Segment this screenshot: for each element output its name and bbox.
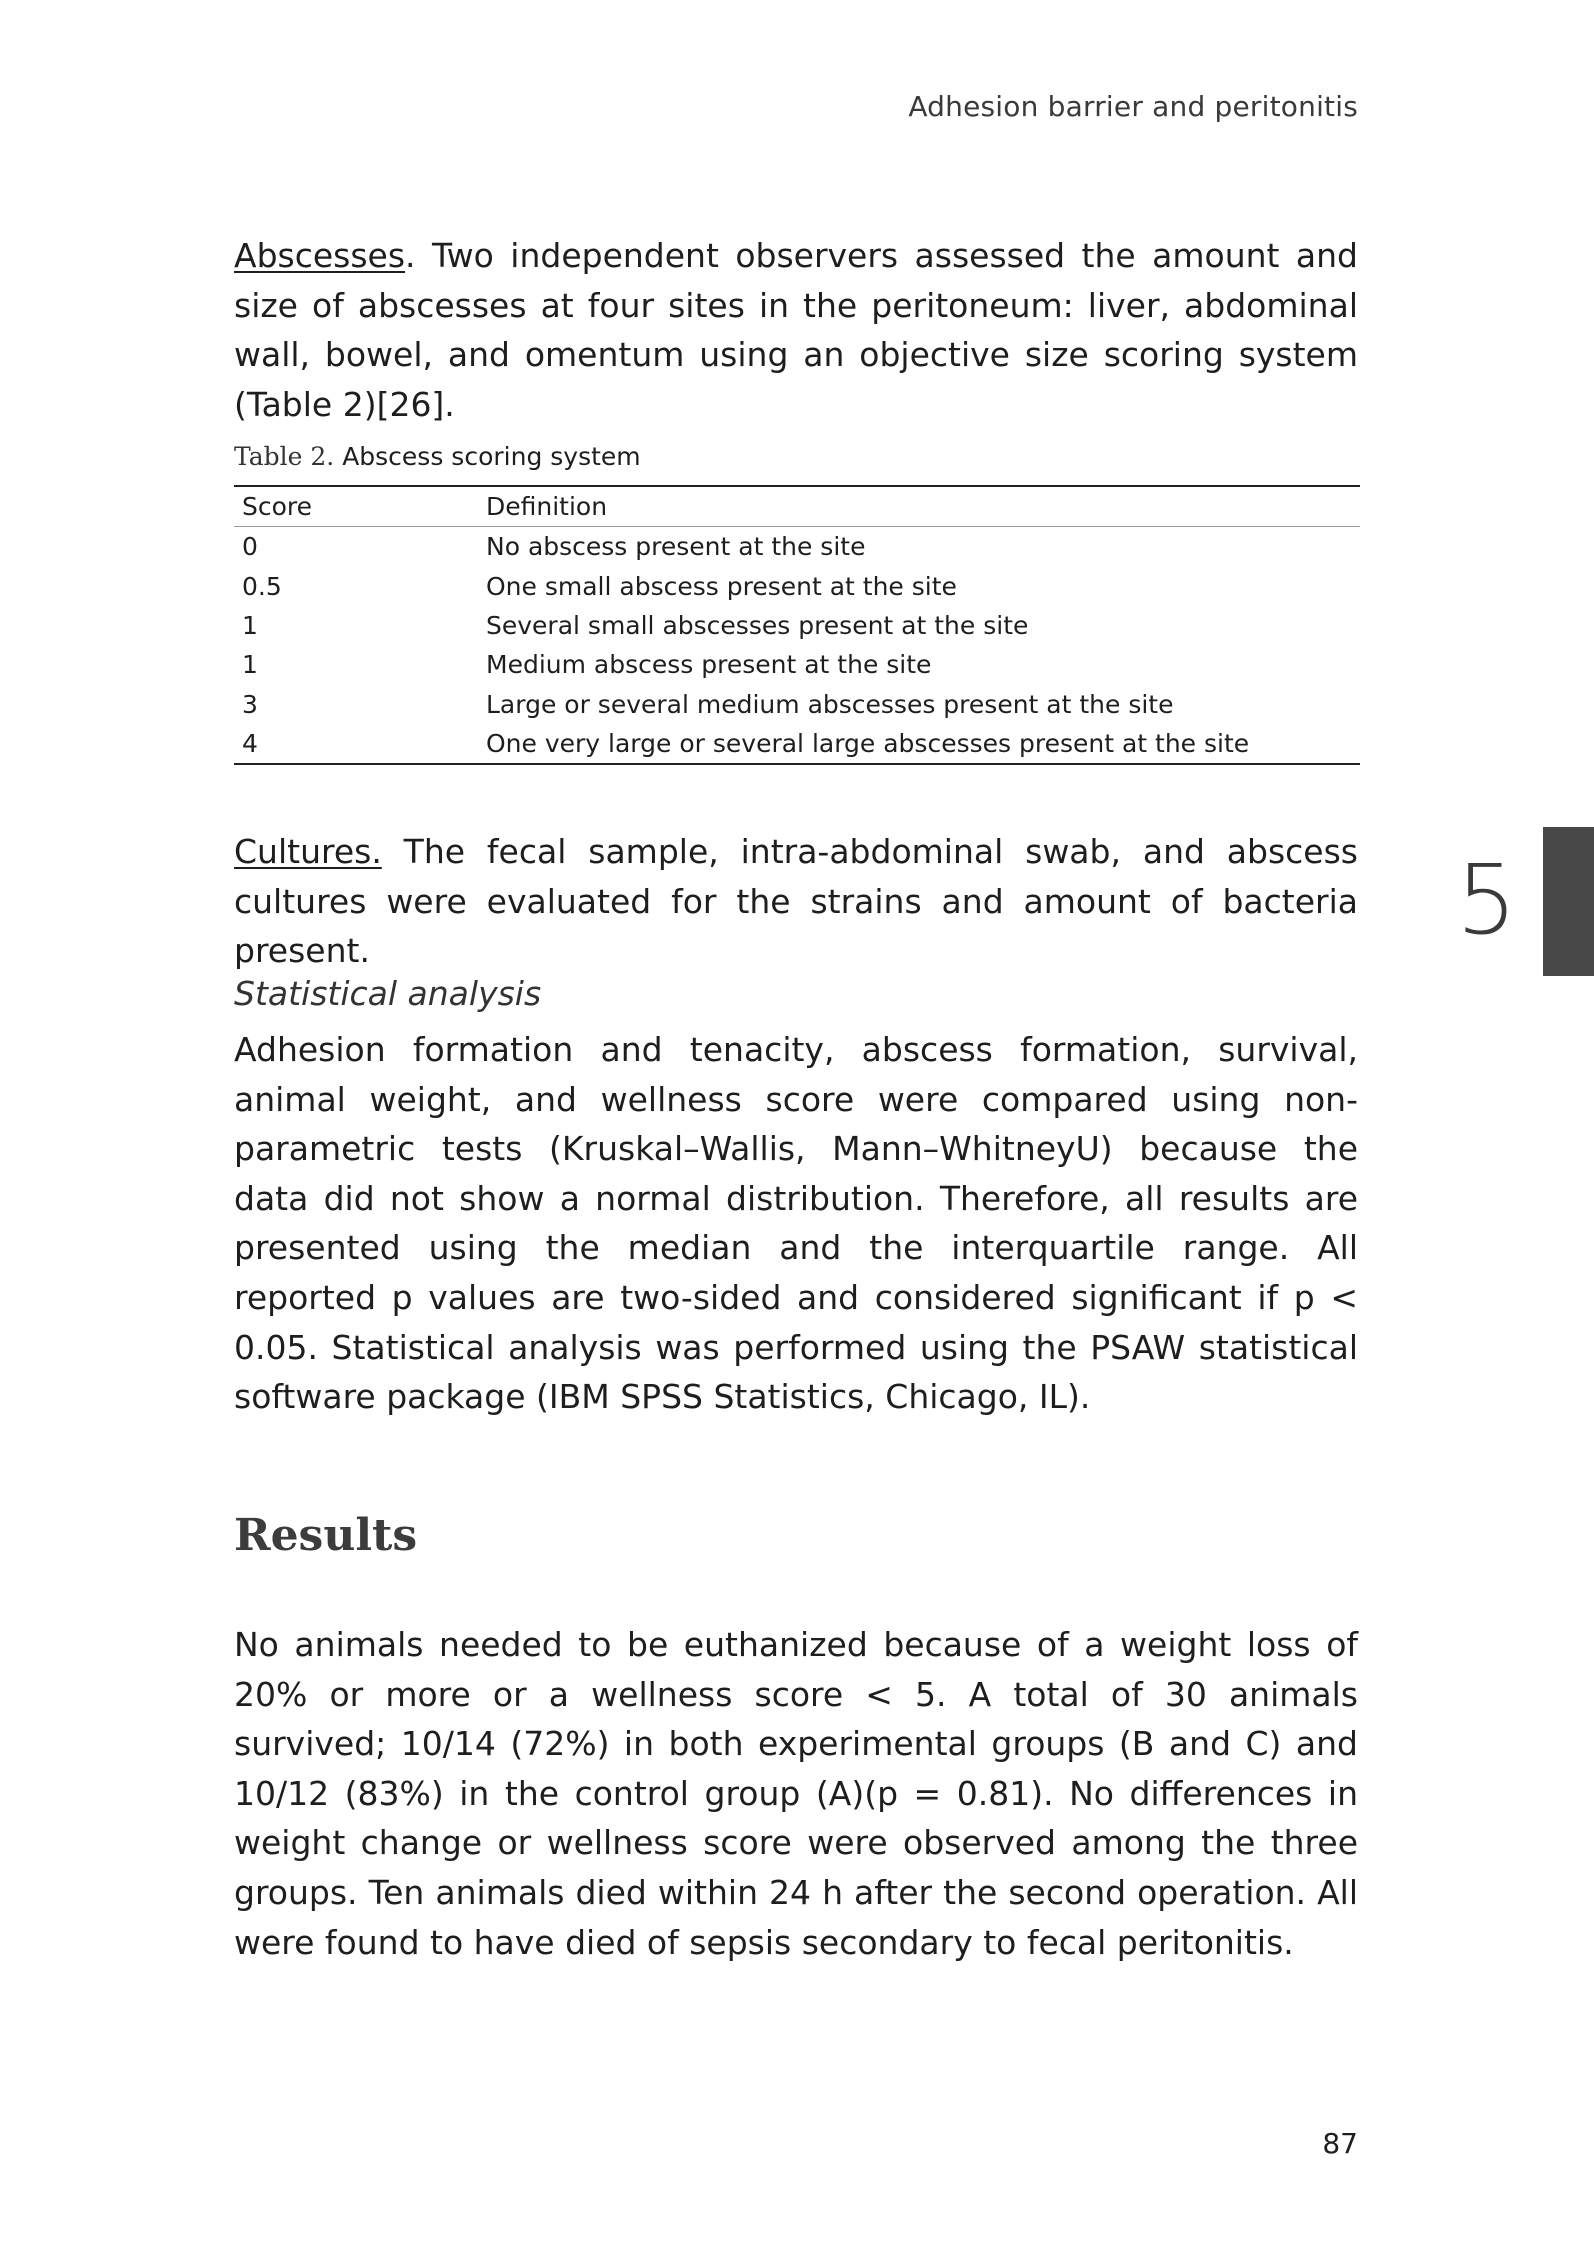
definition-cell: Medium abscess present at the site bbox=[486, 650, 932, 680]
table-row bbox=[234, 724, 1360, 764]
table-row bbox=[234, 527, 1360, 567]
chapter-thumb-tab bbox=[1543, 827, 1594, 976]
abscess-scoring-table bbox=[234, 485, 1360, 765]
table-header-row bbox=[234, 486, 1360, 527]
score-cell: 1 bbox=[242, 610, 258, 640]
statistical-analysis-paragraph: Adhesion formation and tenacity, abscess formation, survival, animal weight, and wellness score were compared using non-parametric tests (Kruskal–Wallis, Mann–WhitneyU) because the data did not show a normal distribution. Therefore, all results are presented using the median and the interquartile range. All reported p values are two-sided and considered significant if p < 0.05. Statistical analysis was performed using the PSAW statistical software package (IBM SPSS Statistics, Chicago, IL). bbox=[234, 1030, 1358, 1417]
table-row bbox=[234, 566, 1360, 605]
score-cell: 0 bbox=[242, 532, 258, 562]
definition-cell: Large or several medium abscesses present at the site bbox=[486, 689, 1174, 719]
table-row bbox=[234, 645, 1360, 684]
results-heading: Results bbox=[234, 1510, 418, 1561]
results-paragraph: No animals needed to be euthanized because of a weight loss of 20% or more or a wellness score < 5. A total of 30 animals survived; 10/14 (72%) in both experimental groups (B and C) and 10/12 (83%) in the control group (A)(p = 0.81). No differences in weight change or wellness score were observed among the three groups. Ten animals died within 24 h after the second operation. All were found to have died of sepsis secondary to fecal peritonitis. bbox=[234, 1625, 1358, 1962]
column-header-score: Score bbox=[234, 486, 478, 527]
score-cell: 4 bbox=[234, 724, 478, 764]
table-2-caption-label: Table 2. bbox=[234, 442, 335, 471]
cultures-lead: Cultures. bbox=[234, 832, 382, 871]
table-row bbox=[234, 685, 1360, 724]
cultures-paragraph bbox=[234, 827, 1358, 976]
score-cell: 1 bbox=[242, 650, 258, 680]
chapter-number: 5 bbox=[1456, 844, 1518, 956]
definition-cell: One small abscess present at the site bbox=[486, 571, 957, 601]
statistical-analysis-heading: Statistical analysis bbox=[234, 974, 542, 1013]
abscesses-lead: Abscesses bbox=[234, 236, 406, 275]
abscesses-paragraph bbox=[234, 231, 1358, 429]
abscesses-text: . Two independent observers assessed the amount and size of abscesses at four sites in the peritoneum: liver, abdominal wall, bowel, and omentum using an objective size scoring system (Table 2)[26]. bbox=[234, 236, 1358, 424]
page-number: 87 bbox=[1322, 2127, 1358, 2160]
table-2-caption-text: Abscess scoring system bbox=[342, 442, 641, 471]
table-row bbox=[234, 606, 1360, 645]
definition-cell: One very large or several large abscesses present at the site bbox=[478, 724, 1360, 764]
running-head: Adhesion barrier and peritonitis bbox=[908, 90, 1358, 123]
column-header-definition: Definition bbox=[478, 486, 1360, 527]
table-2-caption bbox=[234, 442, 641, 471]
score-cell: 3 bbox=[242, 689, 258, 719]
score-cell: 0.5 bbox=[242, 571, 282, 601]
cultures-text: The fecal sample, intra-abdominal swab, and abscess cultures were evaluated for the strains and amount of bacteria present. bbox=[234, 832, 1358, 971]
definition-cell: No abscess present at the site bbox=[486, 532, 866, 562]
definition-cell: Several small abscesses present at the site bbox=[486, 610, 1029, 640]
